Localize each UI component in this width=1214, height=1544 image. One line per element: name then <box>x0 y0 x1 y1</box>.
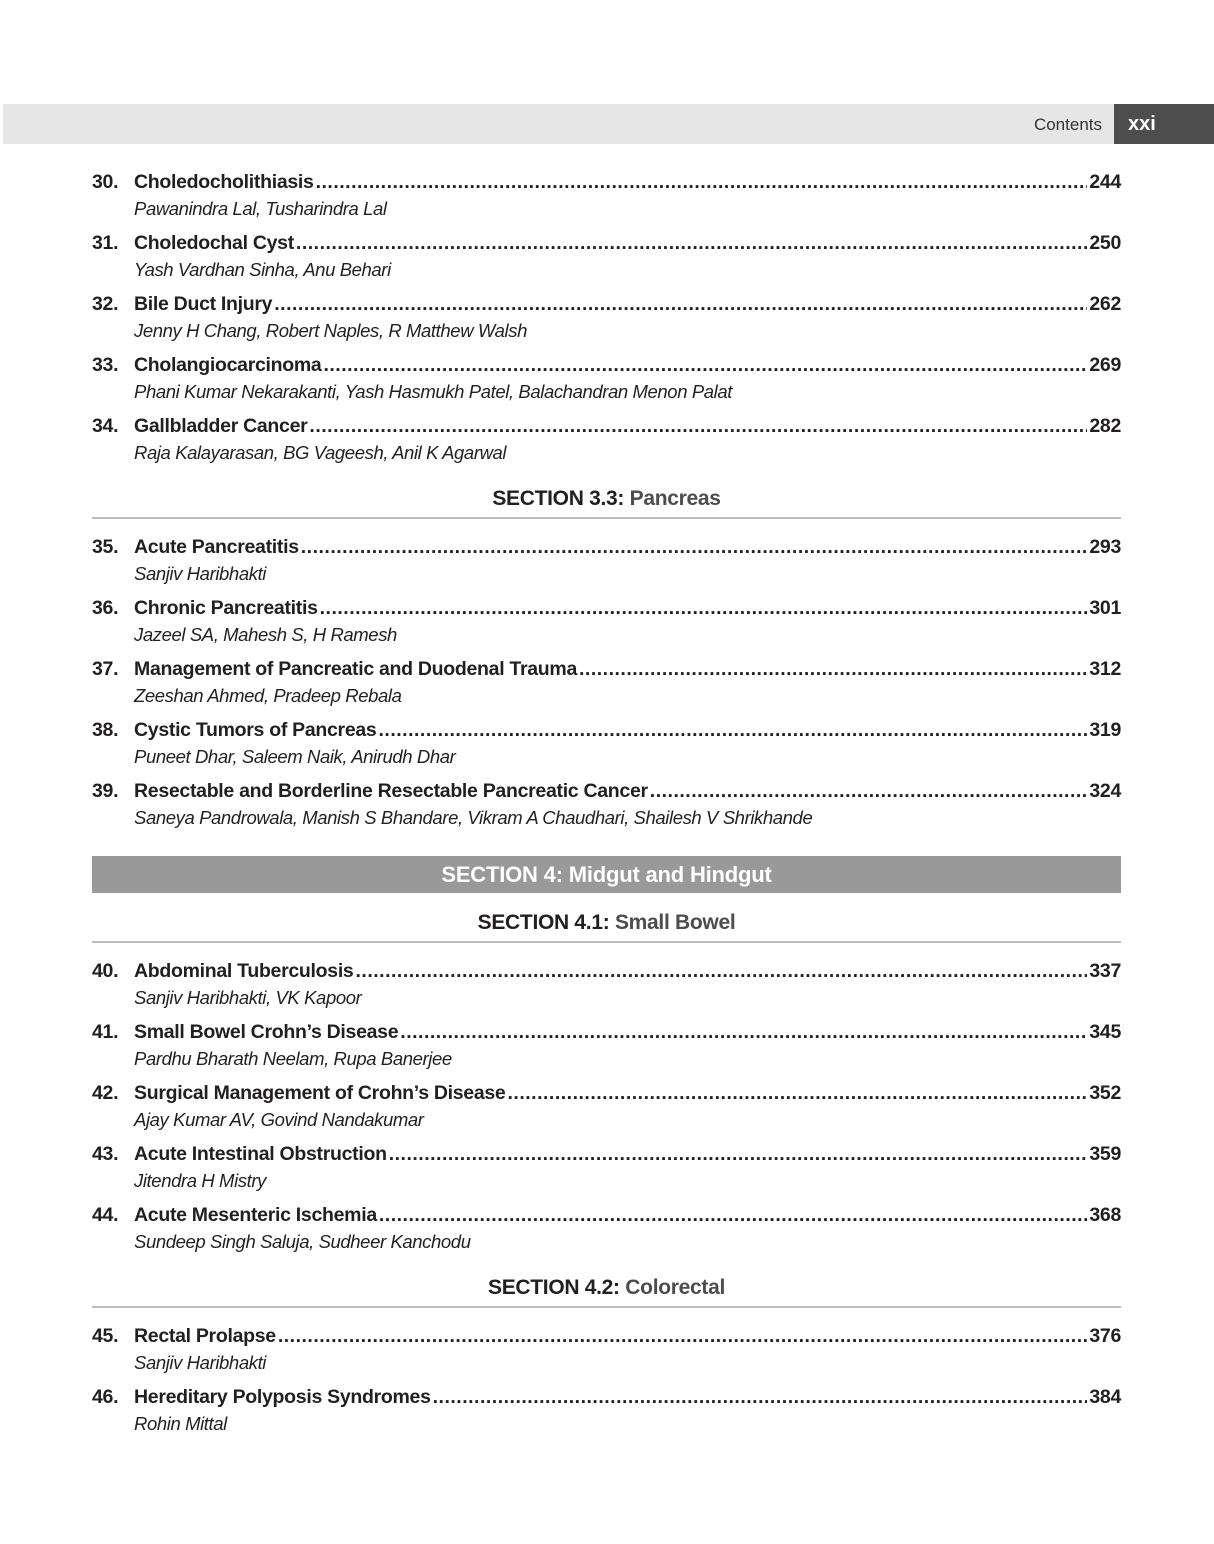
toc-entry[interactable] <box>92 351 1121 412</box>
page-number[interactable]: 352 <box>1089 1082 1121 1104</box>
chapter-title[interactable]: Bile Duct Injury <box>134 293 273 315</box>
chapter-authors: Pawanindra Lal, Tusharindra Lal <box>134 198 387 219</box>
chapter-title[interactable]: Acute Mesenteric Ischemia <box>134 1204 377 1226</box>
toc-entry[interactable] <box>92 1322 1121 1383</box>
chapter-number: 31. <box>92 232 119 254</box>
chapter-number: 33. <box>92 354 119 376</box>
page-number[interactable]: 244 <box>1089 171 1121 193</box>
page-number[interactable]: 384 <box>1089 1386 1121 1408</box>
chapter-title[interactable]: Gallbladder Cancer <box>134 415 308 437</box>
dot-leader <box>650 777 1088 805</box>
toc-entry[interactable] <box>92 655 1121 716</box>
page-number[interactable]: 368 <box>1089 1204 1121 1226</box>
toc-entry[interactable] <box>92 1201 1121 1262</box>
chapter-authors: Saneya Pandrowala, Manish S Bhandare, Vikram A Chaudhari, Shailesh V Shrikhande <box>134 807 813 828</box>
subsection-prefix: SECTION 3.3: <box>492 487 625 510</box>
toc-entry[interactable] <box>92 957 1121 1018</box>
subsection-prefix: SECTION 4.1: <box>477 911 610 934</box>
chapter-authors: Raja Kalayarasan, BG Vageesh, Anil K Agarwal <box>134 442 507 463</box>
toc-entry[interactable] <box>92 1383 1121 1444</box>
dot-leader <box>323 351 1087 379</box>
page-folio: xxi <box>1114 104 1214 144</box>
chapter-authors: Jazeel SA, Mahesh S, H Ramesh <box>134 624 397 645</box>
page-number[interactable]: 269 <box>1089 354 1121 376</box>
toc-entry[interactable] <box>92 594 1121 655</box>
chapter-number: 45. <box>92 1325 119 1347</box>
dot-leader <box>400 1018 1087 1046</box>
dot-leader <box>274 290 1087 318</box>
toc-entry[interactable] <box>92 533 1121 594</box>
table-of-contents <box>92 168 1121 1444</box>
chapter-title[interactable]: Chronic Pancreatitis <box>134 597 318 619</box>
chapter-authors: Phani Kumar Nekarakanti, Yash Hasmukh Patel, Balachandran Menon Palat <box>134 381 732 402</box>
chapter-authors: Sanjiv Haribhakti <box>134 1352 267 1373</box>
dot-leader <box>316 168 1088 196</box>
subsection-heading <box>92 905 1121 943</box>
chapter-authors: Jitendra H Mistry <box>134 1170 266 1191</box>
chapter-number: 40. <box>92 960 119 982</box>
toc-entry[interactable] <box>92 290 1121 351</box>
dot-leader <box>378 716 1087 744</box>
page-number[interactable]: 262 <box>1089 293 1121 315</box>
chapter-number: 39. <box>92 780 119 802</box>
chapter-title[interactable]: Small Bowel Crohn’s Disease <box>134 1021 399 1043</box>
chapter-authors: Sanjiv Haribhakti <box>134 563 267 584</box>
chapter-title[interactable]: Choledocholithiasis <box>134 171 314 193</box>
chapter-title[interactable]: Acute Pancreatitis <box>134 536 299 558</box>
toc-entry[interactable] <box>92 716 1121 777</box>
toc-entry[interactable] <box>92 229 1121 290</box>
page-number[interactable]: 337 <box>1089 960 1121 982</box>
page-number[interactable]: 250 <box>1089 232 1121 254</box>
section-heading-band: SECTION 4: Midgut and Hindgut <box>92 856 1121 893</box>
subsection-heading <box>92 481 1121 519</box>
toc-entry[interactable] <box>92 1018 1121 1079</box>
dot-leader <box>309 412 1087 440</box>
page-number[interactable]: 312 <box>1089 658 1121 680</box>
chapter-authors: Jenny H Chang, Robert Naples, R Matthew Walsh <box>134 320 527 341</box>
toc-entry[interactable] <box>92 777 1121 838</box>
chapter-number: 46. <box>92 1386 119 1408</box>
chapter-authors: Ajay Kumar AV, Govind Nandakumar <box>134 1109 424 1130</box>
chapter-authors: Sanjiv Haribhakti, VK Kapoor <box>134 987 362 1008</box>
toc-entry[interactable] <box>92 1140 1121 1201</box>
chapter-title[interactable]: Rectal Prolapse <box>134 1325 276 1347</box>
subsection-name: Pancreas <box>629 487 721 510</box>
running-head-label: Contents <box>1033 115 1102 134</box>
chapter-title[interactable]: Abdominal Tuberculosis <box>134 960 354 982</box>
chapter-title[interactable]: Resectable and Borderline Resectable Pancreatic Cancer <box>134 780 648 802</box>
toc-group-continued <box>92 168 1121 473</box>
chapter-number: 44. <box>92 1204 119 1226</box>
chapter-number: 38. <box>92 719 119 741</box>
toc-group-colorectal <box>92 1270 1121 1444</box>
dot-leader <box>389 1140 1088 1168</box>
dot-leader <box>379 1201 1088 1229</box>
toc-entry[interactable] <box>92 168 1121 229</box>
chapter-title[interactable]: Acute Intestinal Obstruction <box>134 1143 387 1165</box>
page-number[interactable]: 345 <box>1089 1021 1121 1043</box>
subsection-name: Small Bowel <box>614 911 736 934</box>
chapter-authors: Zeeshan Ahmed, Pradeep Rebala <box>134 685 402 706</box>
dot-leader <box>355 957 1087 985</box>
subsection-prefix: SECTION 4.2: <box>487 1276 620 1299</box>
page-number[interactable]: 282 <box>1089 415 1121 437</box>
dot-leader <box>296 229 1087 257</box>
dot-leader <box>278 1322 1088 1350</box>
chapter-title[interactable]: Cystic Tumors of Pancreas <box>134 719 377 741</box>
chapter-authors: Sundeep Singh Saluja, Sudheer Kanchodu <box>134 1231 471 1252</box>
chapter-title[interactable]: Surgical Management of Crohn’s Disease <box>134 1082 506 1104</box>
page-number[interactable]: 324 <box>1089 780 1121 802</box>
chapter-number: 36. <box>92 597 119 619</box>
page-number[interactable]: 359 <box>1089 1143 1121 1165</box>
chapter-title[interactable]: Choledochal Cyst <box>134 232 294 254</box>
dot-leader <box>579 655 1087 683</box>
toc-entry[interactable] <box>92 412 1121 473</box>
dot-leader <box>433 1383 1088 1411</box>
toc-group-small-bowel <box>92 905 1121 1262</box>
running-head <box>3 104 1214 144</box>
chapter-number: 37. <box>92 658 119 680</box>
subsection-name: Colorectal <box>625 1276 725 1299</box>
chapter-authors: Yash Vardhan Sinha, Anu Behari <box>134 259 391 280</box>
chapter-number: 34. <box>92 415 119 437</box>
chapter-number: 35. <box>92 536 119 558</box>
page-number[interactable]: 319 <box>1089 719 1121 741</box>
chapter-number: 43. <box>92 1143 119 1165</box>
page-number[interactable]: 293 <box>1089 536 1121 558</box>
subsection-heading <box>92 1270 1121 1308</box>
toc-group-pancreas <box>92 481 1121 838</box>
dot-leader <box>507 1079 1087 1107</box>
chapter-number: 42. <box>92 1082 119 1104</box>
chapter-number: 41. <box>92 1021 119 1043</box>
toc-entry[interactable] <box>92 1079 1121 1140</box>
chapter-authors: Pardhu Bharath Neelam, Rupa Banerjee <box>134 1048 452 1069</box>
chapter-number: 30. <box>92 171 119 193</box>
dot-leader <box>320 594 1088 622</box>
chapter-authors: Rohin Mittal <box>134 1413 227 1434</box>
dot-leader <box>301 533 1088 561</box>
page-number[interactable]: 376 <box>1089 1325 1121 1347</box>
page-number[interactable]: 301 <box>1089 597 1121 619</box>
chapter-title[interactable]: Hereditary Polyposis Syndromes <box>134 1386 431 1408</box>
chapter-title[interactable]: Management of Pancreatic and Duodenal Trauma <box>134 658 577 680</box>
chapter-title[interactable]: Cholangiocarcinoma <box>134 354 322 376</box>
chapter-number: 32. <box>92 293 119 315</box>
chapter-authors: Puneet Dhar, Saleem Naik, Anirudh Dhar <box>134 746 456 767</box>
